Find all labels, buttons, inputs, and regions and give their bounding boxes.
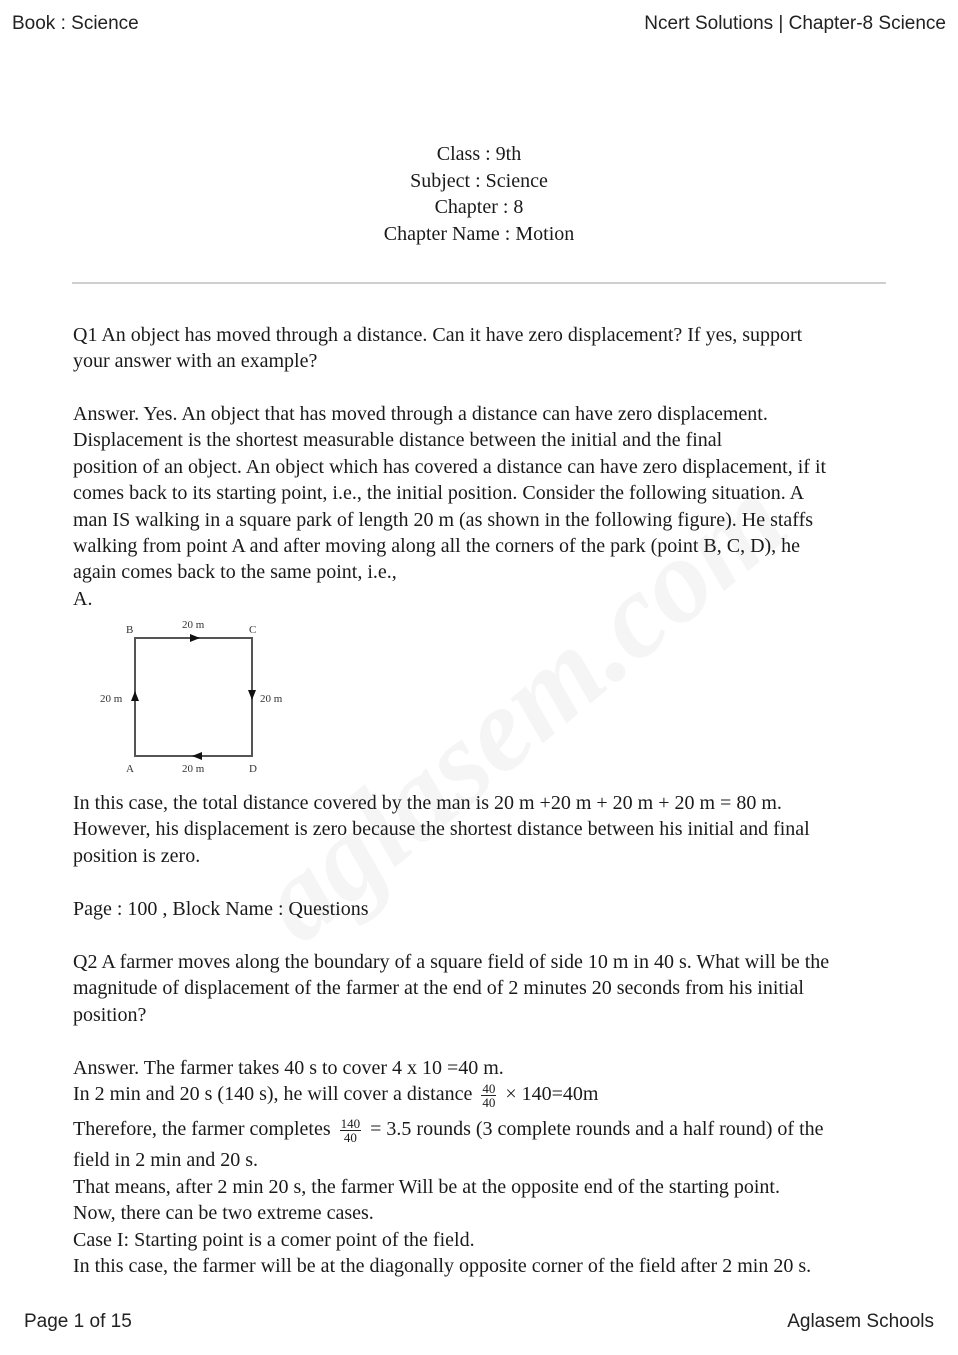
text-line: Q2 A farmer moves along the boundary of a square field of side 10 m in 40 s. What will be the: [73, 951, 830, 973]
title-block: [0, 141, 958, 247]
square-park-figure: [72, 610, 312, 790]
label-top: 20 m: [182, 619, 205, 631]
footer-page-number: Page 1 of 15: [24, 1311, 132, 1332]
text-line: Now, there can be two extreme cases.: [73, 1202, 374, 1225]
rounds-line: [73, 1111, 824, 1147]
chapter-line: Chapter : 8: [434, 196, 524, 218]
label-left: 20 m: [100, 693, 123, 705]
text: Therefore, the farmer completes: [73, 1118, 331, 1141]
text-line: position is zero.: [73, 844, 201, 867]
q1-question: [73, 322, 802, 375]
text-line: field in 2 min and 20 s.: [73, 1149, 258, 1172]
fraction: [340, 1117, 362, 1144]
text: = 3.5 rounds (3 complete rounds and a half round) of the: [370, 1118, 824, 1141]
text-line: your answer with an example?: [73, 350, 318, 373]
page-reference: Page : 100 , Block Name : Questions: [73, 898, 369, 920]
numerator: 140: [340, 1116, 361, 1132]
divider: [72, 282, 886, 284]
text-line: walking from point A and after moving along all the corners of the park (point B, C, D), he: [73, 535, 801, 558]
chapter-name-line: Chapter Name : Motion: [383, 222, 575, 245]
q1-conclusion: [73, 790, 810, 869]
arrow-left: [192, 752, 202, 760]
footer-publisher: Aglasem Schools: [787, 1311, 934, 1332]
text-line: A.: [73, 587, 93, 610]
arrow-up: [131, 691, 139, 701]
text-line: Q1 An object has moved through a distance. Can it have zero displacement? If yes, support: [73, 324, 803, 346]
text-line: However, his displacement is zero because the shortest distance between his initial and final: [73, 818, 810, 841]
label-right: 20 m: [260, 693, 283, 705]
label-c: C: [249, 624, 257, 636]
header-title: Ncert Solutions | Chapter-8 Science: [644, 13, 946, 34]
q2-question: [73, 949, 829, 1028]
text-line: comes back to its starting point, i.e., the initial position. Consider the following situation. A: [73, 482, 805, 505]
text: × 140=40m: [505, 1083, 599, 1106]
text-line: again comes back to the same point, i.e.,: [73, 561, 397, 584]
text-line: Case I: Starting point is a comer point of the field.: [73, 1228, 475, 1251]
distance-line: [73, 1081, 824, 1111]
header-book: Book : Science: [12, 13, 139, 34]
fraction: [481, 1082, 496, 1109]
label-a: A: [126, 763, 134, 775]
arrow-right: [190, 634, 200, 642]
q1-answer: [73, 401, 826, 612]
text-line: magnitude of displacement of the farmer at the end of 2 minutes 20 seconds from his initial: [73, 977, 804, 1000]
label-d: D: [249, 763, 257, 775]
text-line: In this case, the total distance covered by the man is 20 m +20 m + 20 m + 20 m = 80 m.: [73, 792, 782, 814]
text-line: position of an object. An object which has covered a distance can have zero displacement, if it: [73, 455, 827, 478]
numerator: 40: [482, 1081, 496, 1097]
text-line: Answer. The farmer takes 40 s to cover 4 x 10 =40 m.: [73, 1057, 504, 1079]
text-line: Answer. Yes. An object that has moved through a distance can have zero displacement.: [73, 403, 768, 425]
text: In 2 min and 20 s (140 s), he will cover a distance: [73, 1083, 473, 1106]
text-line: position?: [73, 1003, 147, 1026]
text-line: In this case, the farmer will be at the diagonally opposite corner of the field after 2 min 20 s.: [73, 1255, 812, 1278]
q2-answer: [73, 1055, 824, 1279]
arrow-down: [248, 690, 256, 700]
park-square: [135, 638, 252, 756]
subject-line: Subject : Science: [410, 169, 548, 192]
text-line: Displacement is the shortest measurable distance between the initial and the final: [73, 429, 723, 452]
denominator: 40: [482, 1095, 496, 1111]
label-b: B: [126, 624, 134, 636]
class-line: Class : 9th: [436, 143, 522, 165]
text-line: That means, after 2 min 20 s, the farmer Will be at the opposite end of the starting point.: [73, 1175, 780, 1198]
denominator: 40: [343, 1130, 357, 1146]
text-line: man IS walking in a square park of length 20 m (as shown in the following figure). He staffs: [73, 508, 814, 531]
label-bottom: 20 m: [182, 763, 205, 775]
